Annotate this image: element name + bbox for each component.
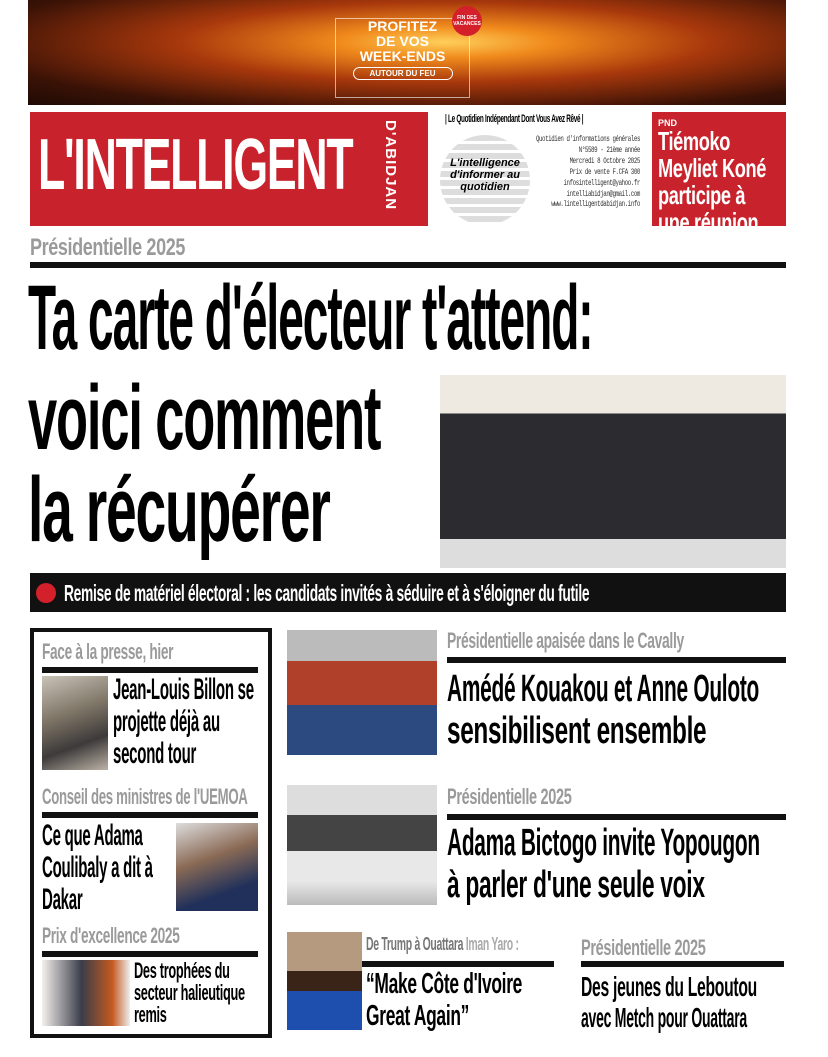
red-dot-icon <box>36 583 56 603</box>
teaser-box[interactable] <box>652 112 786 237</box>
kicker-part: Iman Yaro : <box>465 934 519 954</box>
website: www.lintelligentdabidjan.info <box>551 199 640 210</box>
email: infosintelligent@yahoo.fr <box>563 177 640 188</box>
publication-info <box>535 134 640 210</box>
divider <box>447 814 786 820</box>
sidebar-kicker: Face à la presse, hier <box>42 639 174 664</box>
divider <box>581 961 784 967</box>
lead-headline[interactable]: Ta carte d'électeur t'attend: <box>28 267 593 369</box>
story-photo[interactable] <box>287 630 437 755</box>
lead-headline[interactable]: la récupérer <box>28 459 330 561</box>
story-kicker <box>366 934 519 955</box>
story-headline[interactable]: Adama Bictogo invite Yopougon <box>447 822 760 864</box>
story-photo[interactable] <box>287 932 362 1030</box>
motto-circle <box>440 135 530 225</box>
divider <box>42 951 258 957</box>
ad-text: WEEK-ENDS <box>359 48 446 64</box>
email: intelliabidjan@gmail.com <box>566 188 640 199</box>
teaser-kicker: PND <box>658 118 678 128</box>
kicker-part: De Trump à Ouattara <box>366 934 464 954</box>
lead-photo[interactable] <box>440 375 786 568</box>
issue-date: Mercredi 8 Octobre 2025 <box>569 155 640 166</box>
story-headline[interactable]: Amédé Kouakou et Anne Ouloto <box>447 668 760 710</box>
ad-badge: FIN DES VACANCES <box>452 6 482 36</box>
story-kicker: Présidentielle 2025 <box>581 935 706 960</box>
ad-promo <box>335 18 470 98</box>
masthead-title: L'INTELLIGENT <box>38 125 353 205</box>
story-kicker: Présidentielle 2025 <box>447 784 572 809</box>
lead-headline[interactable]: voici comment <box>28 367 381 469</box>
lead-kicker: Présidentielle 2025 <box>30 234 185 261</box>
motto: L'intelligence d'informer au quotidien <box>450 157 520 193</box>
story-kicker: Présidentielle apaisée dans le Cavally <box>447 628 684 653</box>
sidebar-headline[interactable]: Ce que Adama Coulibaly a dit à Dakar <box>42 819 153 916</box>
sidebar-headline[interactable]: Des trophées du secteur halieutique remis <box>134 958 245 1027</box>
issue-number: N°5589 - 21ème année <box>578 144 640 155</box>
lead-subhead-bar <box>30 573 786 612</box>
masthead-subtitle: D'ABIDJAN <box>382 120 399 211</box>
sidebar-photo[interactable] <box>42 676 108 770</box>
lead-subhead: Remise de matériel électoral : les candidats invités à séduire et à s'éloigner du futile <box>64 580 590 606</box>
story-headline[interactable]: Great Again” <box>366 1000 470 1032</box>
sidebar-photo[interactable] <box>42 960 130 1026</box>
story-photo[interactable] <box>287 785 437 905</box>
ad-text: PROFITEZ <box>367 18 438 34</box>
sidebar-kicker: Prix d'excellence 2025 <box>42 923 180 948</box>
divider <box>42 812 258 818</box>
price: Prix de vente F.CFA 300 <box>569 166 640 177</box>
divider <box>362 961 554 967</box>
sidebar-headline[interactable]: Jean-Louis Billon se projette déjà au second tour <box>113 673 254 770</box>
story-headline[interactable]: sensibilisent ensemble <box>447 710 707 752</box>
teaser-headline: Tiémoko Meyliet Koné participe à une réunion <box>658 126 767 237</box>
ad-text: DE VOS <box>376 33 429 49</box>
masthead-logo <box>30 112 428 226</box>
story-headline[interactable]: à parler d'une seule voix <box>447 864 705 906</box>
story-headline[interactable]: “Make Côte d'Ivoire <box>366 968 523 1000</box>
sidebar-kicker: Conseil des ministres de l'UEMOA <box>42 784 248 809</box>
divider <box>447 657 786 663</box>
info-line: Quotidien d'informations générales <box>535 134 640 144</box>
sidebar-photo[interactable] <box>176 823 258 911</box>
story-headline[interactable]: avec Metch pour Ouattara <box>581 1002 747 1033</box>
story-headline[interactable]: Des jeunes du Leboutou <box>581 971 757 1002</box>
ad-button[interactable]: AUTOUR DU FEU <box>353 67 453 80</box>
tagline: | Le Quotidien Indépendant Dont Vous Avez Rêvé | <box>445 113 584 125</box>
